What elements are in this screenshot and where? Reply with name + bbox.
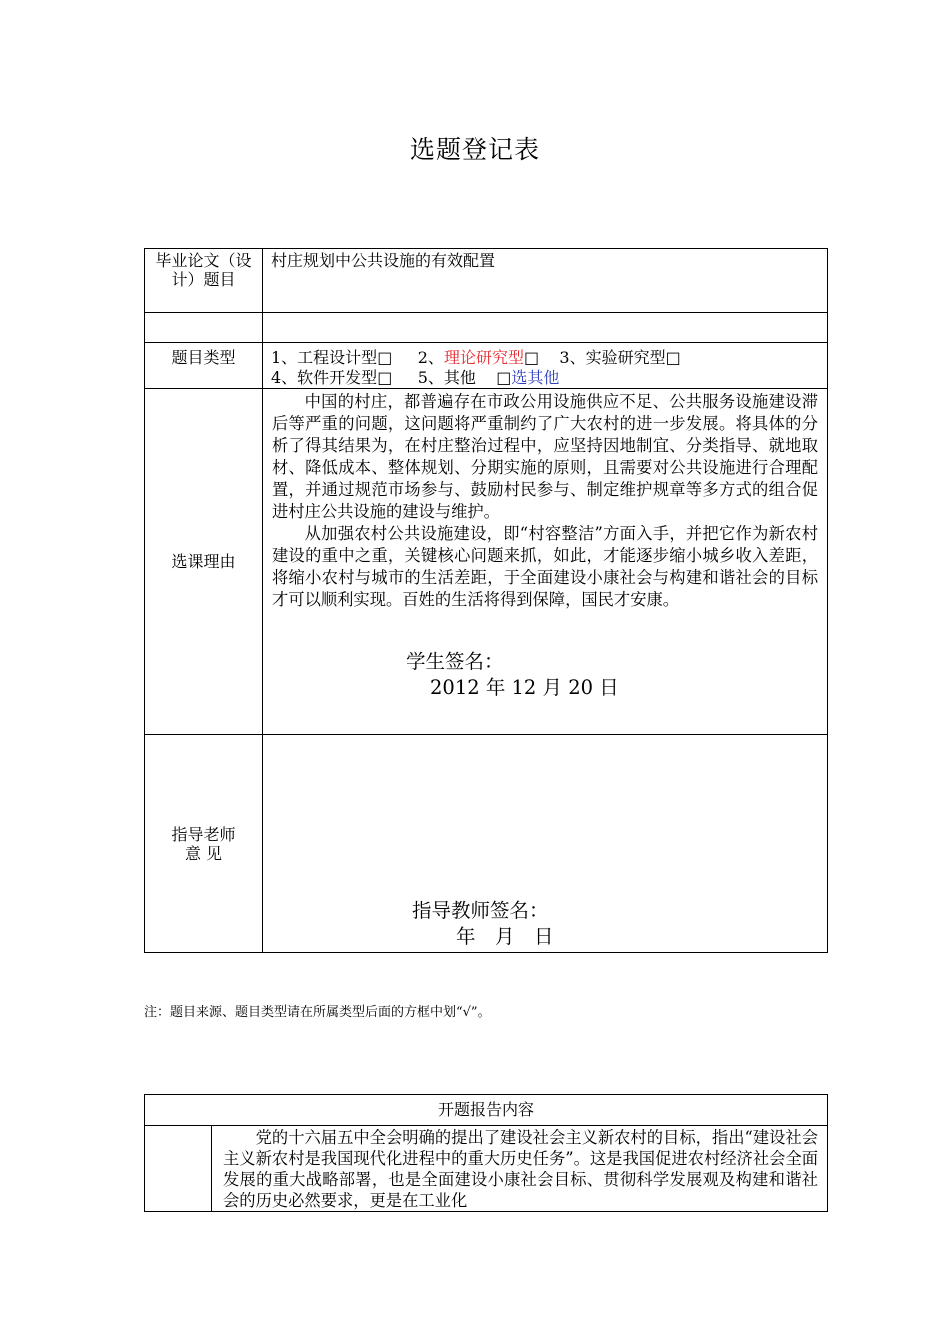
type-option-theory: 理论研究型 (443, 348, 524, 367)
advisor-row (145, 735, 828, 953)
type-options (263, 343, 828, 389)
proposal-table (144, 1094, 828, 1212)
reason-content (263, 389, 828, 735)
proposal-content (212, 1126, 828, 1212)
proposal-side-cell (145, 1126, 212, 1212)
checkbox-software[interactable]: □ (377, 368, 393, 387)
type-row (145, 343, 828, 389)
proposal-header: 开题报告内容 (145, 1095, 828, 1126)
type-option-engineering: 1、工程设计型 (271, 348, 378, 367)
topic-label: 毕业论文（设计）题目 (145, 249, 263, 313)
checkbox-theory[interactable]: □ (523, 348, 540, 367)
blank-row (145, 313, 828, 343)
blank-cell-right (263, 313, 828, 343)
reason-paragraph-2: 从加强农村公共设施建设，即“村容整洁”方面入手，并把它作为新农村建设的重中之重，关键核心问题来抓，如此，才能逐步缩小城乡收入差距，将缩小农村与城市的生活差距，于全面建设小康社会与构建和谐社会的目标才可以顺利实现。百姓的生活将得到保障，国民才安康。 (272, 524, 818, 609)
type-option-other-note: 选其他 (511, 368, 560, 387)
topic-row (145, 249, 828, 313)
checkbox-experiment[interactable]: □ (665, 348, 681, 367)
reason-paragraph-1: 中国的村庄，都普遍存在市政公用设施供应不足、公共服务设施建设滞后等严重的问题，这问题将严重制约了广大农村的进一步发展。将具体的分析了得其结果为，在村庄整治过程中，应坚持因地制宜、分类指导、就地取材、降低成本、整体规划、分期实施的原则，且需要对公共设施进行合理配置，并通过规范市场参与、鼓励村民参与、制定维护规章等多方式的组合促进村庄公共设施的建设与维护。 (272, 392, 818, 521)
advisor-label-line-1: 指导老师 (171, 824, 236, 844)
checkbox-other[interactable]: □ (496, 368, 512, 387)
topic-value: 村庄规划中公共设施的有效配置 (263, 249, 828, 313)
student-signature: 学生签名： (406, 650, 504, 673)
registration-form-table (144, 248, 828, 953)
reason-label: 选课理由 (145, 389, 263, 735)
student-date: 2012 年 12 月 20 日 (430, 676, 619, 699)
advisor-label-line-2: 意 见 (184, 843, 223, 863)
type-option-software: 4、软件开发型 (271, 368, 378, 387)
proposal-header-row (145, 1095, 828, 1126)
checkbox-engineering[interactable]: □ (377, 348, 393, 367)
advisor-content (263, 735, 828, 953)
advisor-signature: 指导教师签名： (412, 899, 549, 922)
proposal-content-row (145, 1126, 828, 1212)
advisor-label (145, 735, 263, 953)
proposal-paragraph: 党的十六届五中全会明确的提出了建设社会主义新农村的目标，指出“建设社会主义新农村是我国现代化进程中的重大历史任务”。这是我国促进农村经济社会全面发展的重大战略部署，也是全面建设小康社会目标、贯彻科学发展观及构建和谐社会的历史必然要求，更是在工业化 (223, 1128, 819, 1210)
type-option-theory-prefix: 2、 (417, 348, 444, 367)
blank-cell-left (145, 313, 263, 343)
type-label: 题目类型 (145, 343, 263, 389)
page-title: 选题登记表 (409, 135, 540, 164)
form-note: 注：题目来源、题目类型请在所属类型后面的方框中划“√”。 (144, 1005, 491, 1020)
advisor-date: 年 月 日 (456, 925, 554, 948)
type-option-experiment: 3、实验研究型 (559, 348, 666, 367)
reason-row (145, 389, 828, 735)
type-option-other: 5、其他 (417, 368, 476, 387)
